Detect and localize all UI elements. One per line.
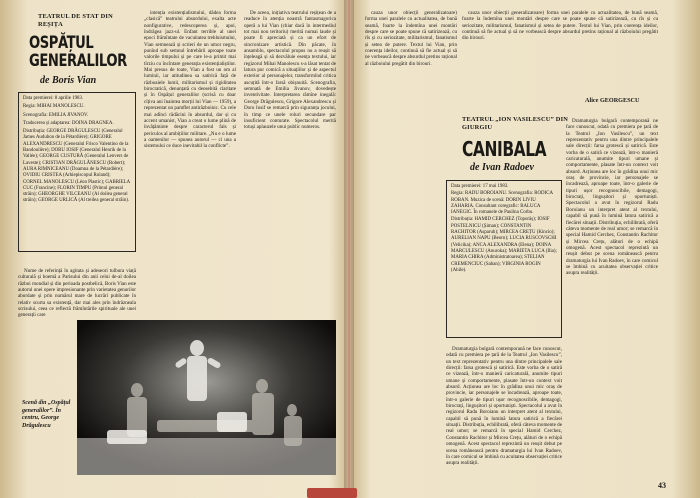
binding-tab: [307, 488, 357, 498]
theatre-kicker-2: TEATRUL „ION VASILESCU” DIN GIURGIU: [462, 116, 569, 131]
author-signature: Alice GEORGESCU: [585, 97, 640, 104]
theatre-kicker: TEATRUL DE STAT DIN REȘIȚA: [38, 13, 113, 28]
page-gutter: [344, 0, 354, 498]
credit-line: Data premierei: 8 aprilie 1983.: [23, 96, 84, 101]
credit-line: Traducerea și adaptarea: DOINA DRAGNEA.: [23, 120, 114, 126]
page-number: 43: [658, 481, 666, 490]
right-top-text: [462, 10, 658, 100]
play-title-line1: OSPĂȚUL: [29, 33, 94, 53]
photo-caption: Scenă din „Ospățul generalilor”. În centru, George Drăgulescu: [22, 400, 71, 429]
paragraph: cauza unor obiecții generalizatoare) forma unei paralele cu actualitatea, de bună seamă, foarte la îndemîna unei montări despre care se poate spune că satirizează, cu rîs și cu seriozitate, militarismul, fanatismul și setea de putere. Textul lui Vian, prin coerența ideilor, continuă să fie actual și să ne vorbească despre absurdul pretins rațional al războiului pregătit din birouri.: [462, 10, 658, 42]
right-col2-text: [566, 118, 658, 475]
credit-line: Scenografia: EMILIA JIVANOV.: [23, 112, 89, 118]
credit-line: Data premierei: 17 mai 1983.: [451, 184, 509, 189]
stage-photo-image: [77, 320, 336, 475]
left-col2-text: [144, 10, 236, 317]
right-col3-text: [446, 346, 562, 476]
left-col3-text: [244, 10, 336, 317]
credits-box: [18, 92, 136, 252]
play-byline-2: de Ivan Radoev: [470, 162, 534, 173]
paragraph: intenția existențialismului, dădea forma „clasică” teatrului absurdului, exalta acte nonfigurative, redescoperea și, apoi, îndrăgea jazz-ul. Enfant terrible al unei epoci frămîntate de vacuitatea trebluismului, Vian semnează și scrieri de un umor negru, punînd sub semnul întrebării aproape toate valorile timpului și pe care le-a primit mai tîrziu cu încîntare generația existențialiștilor. Mai presus de toate, Vian a fost un om al luminii, iar atitudinea sa satirică față de războaiele lumii, militarismul și rigiditatea birocratică, denunțată cu deosebită claritate și în Ospățul generalilor (scrisă cu doar cîțiva ani înaintea morții lui Vian — 1959), a reprezentat un pamflet antirăzboinic. Cu cele mai adînci rădăcini în absurdul, dar și cu accent umanist, Vian a creat o lume plină de învățăminte despre caracterul fals și periculos al ambițiilor militare. „Nu e o lume a oamenilor — spunea autorul — ci una a sistemului ce duce inevitabil la conflicte”.: [144, 10, 236, 150]
play-title-line2: GENERALILOR: [29, 51, 127, 71]
left-col1-text: [18, 268, 136, 318]
credit-line: Distribuția: HAMID CERCHEZ (Toporăș); IOSIF POSTELNICU (Șiman); CONSTANTIN RACHITOR (Asparuh); MIRCEA CREȚU (Kincio); AURELIAN NAPU (Beorn); LUCIA RUSCOVSCHI (Velicika); ANCA ALEXANDRA (Elena); DOINA MARCULESCU (Anuroka); MARIETA LUCA (Ilia); MARIA CHIRA (Administratoarea); STELIAN CREMENCIUC (Saban); VIRGINIA ROGIN (Ahile).: [451, 217, 557, 273]
paragraph: Dramaturgia bulgară contemporană ne face cunoscut, odată cu premiera pe țară de la Teatrul „Ion Vasilescu”, un text reprezentativ pentru una dintre principalele sale direcții: farsa grotescă și satirică. Este vorba de o satiră ce vizează, într-o manieră caricaturală, anumite tipuri umane și comportamente, plasate într-un context voit absurd. Acțiunea are loc în grădina unui mic oraș de provincie, iar personajele se încadrează, aproape toate, într-o galerie de tipuri ușor recognoscibile, demagogi, birocrați, lingușitori și oportuniști. Spectacolul a avut în regizorul Radu Boroianu un interpret atent al textului, capabil să pună în lumină latura satirică a fiecărei situații. Distribuția, echilibrată, oferă câteva momente de real umor; se remarcă în special Hamid Cerchez, Constantin Rachitor și Mircea Crețu, alături de o echipă omogenă. Acest spectacol reprezintă un reușit debut pe scena românească pentru dramaturgia lui Ivan Radoev, în care comicul se îmbină cu acuitatea observației critice asupra realității.: [566, 118, 658, 277]
credits-box-2: [446, 180, 562, 338]
credit-line: Distribuția: GEORGE DRĂGULESCU (Generalul James Audubon de la Pétardière); GRIGORE ALEXANDRESCU (Generalul Frisco Valentino de la Bandoulière); DORU IOSIF (Generalul Henrik de la Vallée); GEORGE CUSTURĂ (Generalul Lenvers de Laveste); CRISTIAN DRĂGULĂNESCU (Robert); AURA RIMNICEANU (Doamna de la Pétardière); OVIDIU CRISTEA (Arhiepiscopul Roland); CORNEL MANOLESCU (Léon Plastic); GABRIELA CUC (Francine); FLORIN TIMPU (Primul general străin); GHEORGHE VILCEANU (Al doilea general străin); GEORGE URLICĂ (Al treilea general străin).: [23, 129, 130, 204]
paragraph: De aceea, inițiativa teatrului reșițean de a readuce în atenția noastră fantasmagorica operă a lui Vian (chiar dacă în intermediul tot mai nou teritoriu) merită numai laude și poate fi apreciată și ca un efort de sincronizare artistică. Din păcate, în ansamblu, spectacolul propus nu a reușit să înțeleagă și să dezvăluie esența textului, iar regizorul Mihai Manolescu s-a lăsat tentat de latura pur comică a situațiilor și de aspectul exterior al personajelor, transformînd critica ascuțită într-o farsă obișnuită. Scenografia, semnată de Emilia Jivanov, dovedește inventivitate. Interpretarea rămîne inegală: George Drăgulescu, Grigore Alexandrescu și Doru Iosif se remarcă prin siguranța jocului, în timp ce unele roluri secundare par insuficient conturate. Spectacolul merită totuși aplauzele unui public numeros.: [244, 10, 336, 131]
right-col1-text: [365, 10, 457, 475]
paragraph: Nume de referință în agitata și adeseori tulbura viață culturală și boemă a Parisului din anii celui de-al doilea război mondial și din perioada postbelică, Boris Vian este autorul unei opere impresionante prin varietatea genurilor abordate și prin numărul mare de lucrări publicate în relativ scurta sa existență, dar mai ales prin îndrăzneala scrisului, ceea ce reflectă frămîntările spirituale ale unei generații care: [18, 268, 136, 318]
paragraph: Dramaturgia bulgară contemporană ne face cunoscut, odată cu premiera pe țară de la Teatrul „Ion Vasilescu”, un text reprezentativ pentru una dintre principalele sale direcții: farsa grotescă și satirică. Este vorba de o satiră ce vizează, într-o manieră caricaturală, anumite tipuri umane și comportamente, plasate într-un context voit absurd. Acțiunea are loc în grădina unui mic oraș de provincie, iar personajele se încadrează, aproape toate, într-o galerie de tipuri ușor recognoscibile, demagogi, birocrați, lingușitori și oportuniști. Spectacolul a avut în regizorul Radu Boroianu un interpret atent al textului, capabil să pună în lumină latura satirică a fiecărei situații. Distribuția, echilibrată, oferă câteva momente de real umor; se remarcă în special Hamid Cerchez, Constantin Rachitor și Mircea Crețu, alături de o echipă omogenă. Acest spectacol reprezintă un reușit debut pe scena românească pentru dramaturgia lui Ivan Radoev, în care comicul se îmbină cu acuitatea observației critice asupra realității.: [446, 346, 562, 467]
paragraph: cauza unor obiecții generalizatoare) forma unei paralele cu actualitatea, de bună seamă, foarte la îndemîna unei montări despre care se poate spune că satirizează, cu rîs și cu seriozitate, militarismul, fanatismul și setea de putere. Textul lui Vian, prin coerența ideilor, continuă să fie actual și să ne vorbească despre absurdul pretins rațional al războiului pregătit din birouri.: [365, 10, 457, 67]
play-byline: de Boris Vian: [40, 75, 97, 86]
credit-line: Regia: MIHAI MANOLESCU.: [23, 104, 85, 110]
play-title-2: CANIBALA: [462, 137, 547, 161]
credit-line: Regia: RADU BOROIANU. Scenografia: RODICA ROBAN. Muzica de scenă: DORIN LIVIU ZAHARIA. Consultant coregrafic: RALUCA IANEGIC. În romanele de Paulina Corbu.: [451, 191, 553, 216]
stage-photo: [77, 320, 336, 475]
